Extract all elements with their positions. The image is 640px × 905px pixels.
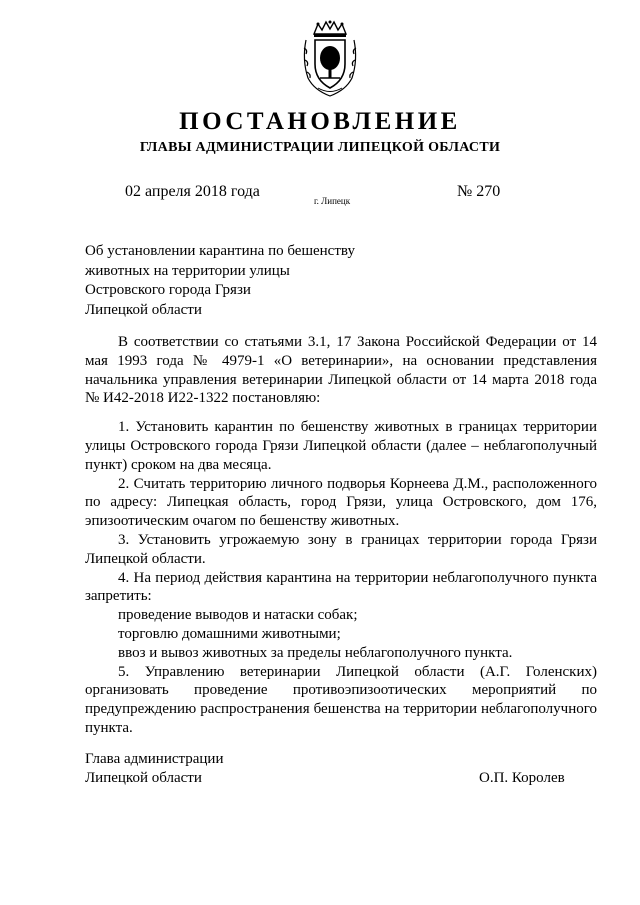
prohibition-item: проведение выводов и натаски собак; <box>118 607 358 624</box>
prohibition-item: торговлю домашними животными; <box>118 625 341 642</box>
prohibition-item: ввоз и вывоз животных за пределы неблагополучного пункта. <box>118 644 513 661</box>
resolution-item-2: 2. Считать территорию личного подворья Корнеева Д.М., расположенного по адресу: Липецкая область, город Грязи, улица Островского, дом 176, эпизоотическим очагом по бешенству животных. <box>85 475 597 530</box>
coat-of-arms-icon <box>300 20 360 100</box>
resolution-item-1: 1. Установить карантин по бешенству животных в границах территории улицы Островского города Грязи Липецкой области (далее – неблагополучный пункт) сроком на два месяца. <box>85 419 597 473</box>
document-date: 02 апреля 2018 года <box>125 183 260 200</box>
preamble-paragraph: В соответствии со статьями 3.1, 17 Закона Российской Федерации от 14 мая 1993 года № 4979-1 «О ветеринарии», на основании представления начальника управления ветеринарии Липецкой области от 14 марта 2018 года № И42-2018 И22-1322 постановляю: <box>85 334 597 407</box>
document-number: № 270 <box>457 183 501 200</box>
document-title: ПОСТАНОВЛЕНИЕ <box>179 108 461 135</box>
document-body <box>85 333 597 738</box>
signatory-position-line: Липецкой области <box>85 770 202 786</box>
document-subject <box>85 242 385 320</box>
signatory-position <box>85 750 223 788</box>
document-city: г. Липецк <box>314 196 351 206</box>
subject-line: животных на территории улицы <box>85 262 290 279</box>
signatory-name: О.П. Королев <box>479 770 565 786</box>
subject-line: Об установлении карантина по бешенству <box>85 243 355 259</box>
signatory-position-line: Глава администрации <box>85 751 224 767</box>
resolution-item-4: 4. На период действия карантина на территории неблагополучного пункта запретить: <box>85 569 597 605</box>
resolution-item-3: 3. Установить угрожаемую зону в границах территории города Грязи Липецкой области. <box>85 531 597 567</box>
subject-line: Островского города Грязи <box>85 282 251 298</box>
resolution-item-5: 5. Управлению ветеринарии Липецкой области (А.Г. Голенских) организовать проведение противоэпизоотических мероприятий по предупреждению распространения бешенства на территории неблагополучного пункта. <box>85 663 597 736</box>
issuing-authority: ГЛАВЫ АДМИНИСТРАЦИИ ЛИПЕЦКОЙ ОБЛАСТИ <box>139 140 501 155</box>
subject-line: Липецкой области <box>85 301 202 318</box>
